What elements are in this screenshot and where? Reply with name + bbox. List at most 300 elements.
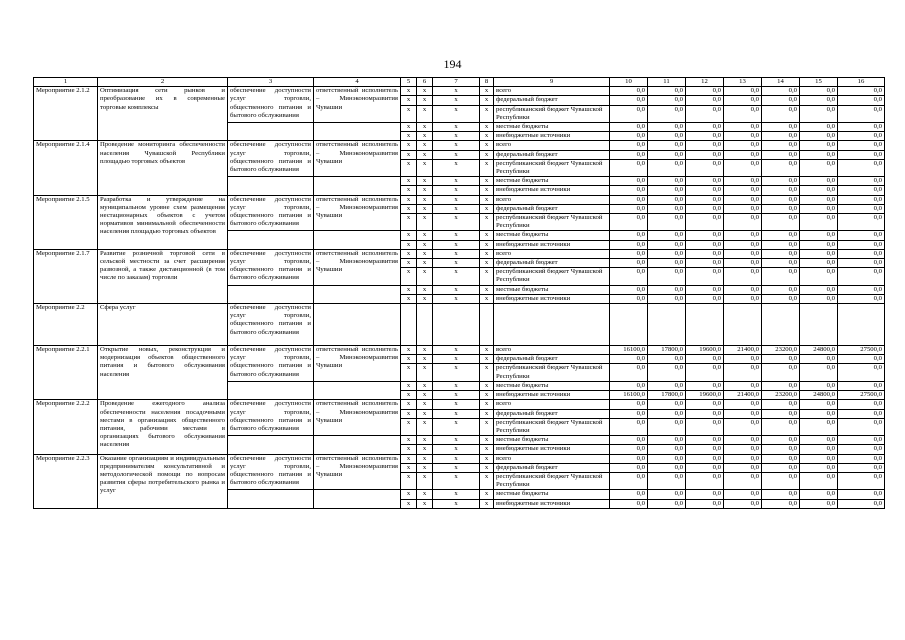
funding-value: 0,0: [610, 249, 648, 258]
funding-value: 0,0: [648, 123, 686, 132]
code-x-cell: x: [480, 391, 494, 400]
measure-responsible: ответственный исполнитель – Минэкономразвития Чувашии: [314, 346, 401, 382]
funding-value: 0,0: [762, 249, 800, 258]
funding-value: 0,0: [686, 204, 724, 213]
funding-value: 0,0: [724, 159, 762, 176]
funding-value: 21400,0: [724, 391, 762, 400]
funding-value: 0,0: [648, 436, 686, 445]
code-x-cell: x: [433, 150, 480, 159]
funding-value: 0,0: [800, 105, 838, 122]
code-x-cell: x: [401, 409, 417, 418]
funding-value: 0,0: [838, 231, 885, 240]
code-x-cell: x: [480, 499, 494, 508]
funding-value: 0,0: [686, 240, 724, 249]
funding-value: 16100,0: [610, 391, 648, 400]
funding-value: 0,0: [686, 499, 724, 508]
funding-value: 0,0: [686, 96, 724, 105]
code-x-cell: x: [417, 268, 433, 285]
code-x-cell: x: [480, 159, 494, 176]
column-header: 3: [228, 78, 314, 87]
empty-cell: [480, 304, 494, 346]
funding-value: 0,0: [648, 177, 686, 186]
code-x-cell: x: [401, 259, 417, 268]
empty-cell: [494, 304, 610, 346]
funding-value: 0,0: [762, 490, 800, 499]
table-row: [34, 195, 885, 204]
funding-value: 0,0: [762, 418, 800, 435]
code-x-cell: x: [417, 472, 433, 489]
code-x-cell: x: [417, 141, 433, 150]
funding-source: местные бюджеты: [494, 381, 610, 390]
measure-responsible: ответственный исполнитель – Минэкономразвития Чувашии: [314, 141, 401, 177]
funding-value: 0,0: [800, 400, 838, 409]
code-x-cell: x: [433, 391, 480, 400]
funding-value: 16100,0: [610, 346, 648, 355]
code-x-cell: x: [417, 259, 433, 268]
code-x-cell: x: [433, 240, 480, 249]
funding-value: 0,0: [800, 141, 838, 150]
measure-name: Проведение ежегодного анализа обеспеченности населения посадочными местами в организациях общественного питания, рабочими местами в организациях бытового обслуживания населения: [98, 400, 228, 454]
code-x-cell: x: [417, 249, 433, 258]
code-x-cell: x: [401, 499, 417, 508]
funding-value: 0,0: [800, 381, 838, 390]
funding-source: местные бюджеты: [494, 177, 610, 186]
funding-value: 0,0: [648, 150, 686, 159]
funding-value: 0,0: [686, 150, 724, 159]
code-x-cell: x: [433, 87, 480, 96]
code-x-cell: x: [401, 490, 417, 499]
column-header: 4: [314, 78, 401, 87]
code-x-cell: x: [401, 294, 417, 303]
funding-value: 0,0: [800, 294, 838, 303]
measure-goal: обеспечение доступности услуг торговли, общественного питания и бытового обслуживания: [228, 304, 314, 346]
funding-value: 0,0: [838, 294, 885, 303]
measure-id: Мероприятие 2.2: [34, 304, 98, 346]
code-x-cell: x: [480, 436, 494, 445]
funding-value: 0,0: [648, 463, 686, 472]
funding-value: 0,0: [838, 268, 885, 285]
funding-value: 0,0: [724, 400, 762, 409]
funding-value: 0,0: [610, 231, 648, 240]
funding-value: 0,0: [648, 240, 686, 249]
funding-value: 0,0: [800, 409, 838, 418]
funding-value: 0,0: [610, 490, 648, 499]
funding-source: всего: [494, 141, 610, 150]
code-x-cell: x: [433, 195, 480, 204]
code-x-cell: x: [480, 355, 494, 364]
funding-value: 0,0: [800, 463, 838, 472]
funding-value: 0,0: [648, 472, 686, 489]
empty-cell: [417, 304, 433, 346]
code-x-cell: x: [433, 132, 480, 141]
funding-value: 0,0: [686, 490, 724, 499]
funding-source: местные бюджеты: [494, 490, 610, 499]
code-x-cell: x: [480, 87, 494, 96]
funding-value: 0,0: [762, 454, 800, 463]
measure-goal: обеспечение доступности услуг торговли, общественного питания и бытового обслуживания: [228, 346, 314, 382]
funding-value: 0,0: [686, 159, 724, 176]
column-header: 8: [480, 78, 494, 87]
funding-source: местные бюджеты: [494, 123, 610, 132]
measure-id: Мероприятие 2.2.1: [34, 346, 98, 400]
column-header: 10: [610, 78, 648, 87]
funding-value: 0,0: [610, 141, 648, 150]
funding-value: 0,0: [724, 141, 762, 150]
funding-value: 0,0: [800, 186, 838, 195]
measure-id: Мероприятие 2.2.2: [34, 400, 98, 454]
code-x-cell: x: [480, 186, 494, 195]
funding-value: 0,0: [762, 231, 800, 240]
funding-value: 0,0: [762, 96, 800, 105]
code-x-cell: x: [417, 214, 433, 231]
funding-value: 0,0: [610, 150, 648, 159]
funding-value: 0,0: [838, 96, 885, 105]
funding-value: 0,0: [610, 472, 648, 489]
funding-value: 0,0: [610, 195, 648, 204]
funding-value: 0,0: [648, 364, 686, 381]
funding-source: федеральный бюджет: [494, 463, 610, 472]
code-x-cell: x: [480, 294, 494, 303]
funding-value: 0,0: [724, 87, 762, 96]
funding-value: 0,0: [686, 177, 724, 186]
funding-value: 0,0: [648, 499, 686, 508]
empty-cell: [648, 304, 686, 346]
funding-value: 0,0: [800, 204, 838, 213]
funding-value: 0,0: [648, 355, 686, 364]
code-x-cell: x: [433, 400, 480, 409]
column-number-row: [34, 78, 885, 87]
code-x-cell: x: [417, 499, 433, 508]
code-x-cell: x: [417, 105, 433, 122]
funding-value: 0,0: [762, 400, 800, 409]
funding-value: 0,0: [610, 409, 648, 418]
funding-value: 0,0: [762, 177, 800, 186]
measure-name: Открытие новых, реконструкция и модернизация объектов общественного питания и бытового обслуживания населения: [98, 346, 228, 400]
code-x-cell: x: [433, 204, 480, 213]
funding-source: всего: [494, 346, 610, 355]
funding-value: 0,0: [686, 445, 724, 454]
code-x-cell: x: [433, 214, 480, 231]
funding-value: 21400,0: [724, 346, 762, 355]
funding-value: 0,0: [800, 285, 838, 294]
funding-value: 0,0: [838, 259, 885, 268]
funding-value: 0,0: [724, 285, 762, 294]
funding-value: 0,0: [838, 454, 885, 463]
empty-cell: [724, 304, 762, 346]
funding-value: 0,0: [800, 214, 838, 231]
funding-value: 0,0: [724, 490, 762, 499]
funding-value: 0,0: [610, 132, 648, 141]
funding-value: 0,0: [800, 268, 838, 285]
funding-value: 0,0: [686, 268, 724, 285]
code-x-cell: x: [401, 240, 417, 249]
funding-value: 0,0: [686, 231, 724, 240]
funding-value: 0,0: [724, 268, 762, 285]
funding-value: 0,0: [610, 294, 648, 303]
code-x-cell: x: [433, 259, 480, 268]
code-x-cell: x: [480, 268, 494, 285]
funding-value: 0,0: [686, 436, 724, 445]
code-x-cell: x: [401, 186, 417, 195]
code-x-cell: x: [417, 364, 433, 381]
code-x-cell: x: [417, 436, 433, 445]
funding-value: 0,0: [648, 381, 686, 390]
funding-value: 0,0: [686, 364, 724, 381]
funding-value: 0,0: [724, 123, 762, 132]
funding-value: 0,0: [724, 499, 762, 508]
code-x-cell: x: [417, 240, 433, 249]
funding-value: 0,0: [838, 418, 885, 435]
code-x-cell: x: [417, 490, 433, 499]
code-x-cell: x: [480, 150, 494, 159]
funding-value: 0,0: [724, 195, 762, 204]
funding-value: 0,0: [800, 436, 838, 445]
funding-value: 0,0: [800, 445, 838, 454]
measure-name: Проведение мониторинга обеспеченности населения Чувашской Республики площадью торговых объектов: [98, 141, 228, 195]
code-x-cell: x: [433, 105, 480, 122]
funding-value: 0,0: [648, 259, 686, 268]
code-x-cell: x: [401, 391, 417, 400]
funding-value: 0,0: [800, 132, 838, 141]
code-x-cell: x: [433, 177, 480, 186]
code-x-cell: x: [417, 159, 433, 176]
code-x-cell: x: [480, 195, 494, 204]
funding-value: 0,0: [686, 472, 724, 489]
code-x-cell: x: [401, 268, 417, 285]
funding-value: 0,0: [800, 259, 838, 268]
funding-value: 0,0: [800, 249, 838, 258]
measure-goal: обеспечение доступности услуг торговли, общественного питания и бытового обслуживания: [228, 87, 314, 123]
code-x-cell: x: [433, 499, 480, 508]
empty-cell: [228, 177, 314, 195]
code-x-cell: x: [401, 285, 417, 294]
funding-source: республиканский бюджет Чувашской Республики: [494, 214, 610, 231]
code-x-cell: x: [433, 268, 480, 285]
funding-value: 19600,0: [686, 346, 724, 355]
measure-id: Мероприятие 2.1.4: [34, 141, 98, 195]
code-x-cell: x: [433, 472, 480, 489]
page-number: 194: [443, 57, 462, 71]
code-x-cell: x: [480, 96, 494, 105]
funding-value: 0,0: [648, 249, 686, 258]
funding-value: 0,0: [610, 214, 648, 231]
funding-value: 0,0: [610, 123, 648, 132]
funding-value: 0,0: [838, 364, 885, 381]
measure-goal: обеспечение доступности услуг торговли, общественного питания и бытового обслуживания: [228, 195, 314, 231]
funding-value: 0,0: [800, 355, 838, 364]
funding-source: внебюджетные источники: [494, 294, 610, 303]
code-x-cell: x: [417, 445, 433, 454]
funding-value: 0,0: [724, 355, 762, 364]
measure-name: Сфера услуг: [98, 304, 228, 346]
funding-value: 0,0: [610, 240, 648, 249]
code-x-cell: x: [401, 355, 417, 364]
code-x-cell: x: [480, 381, 494, 390]
funding-value: 0,0: [762, 472, 800, 489]
funding-value: 0,0: [610, 159, 648, 176]
funding-value: 0,0: [648, 285, 686, 294]
funding-value: 0,0: [686, 105, 724, 122]
funding-value: 0,0: [648, 418, 686, 435]
funding-value: 0,0: [762, 186, 800, 195]
empty-cell: [314, 436, 401, 454]
funding-value: 0,0: [762, 285, 800, 294]
funding-source: всего: [494, 249, 610, 258]
measure-name: Оказание организациям и индивидуальным предпринимателям консультативной и методологической помощи по вопросам развития сферы потребительского рынка и услуг: [98, 454, 228, 508]
funding-value: 0,0: [762, 87, 800, 96]
code-x-cell: x: [401, 364, 417, 381]
code-x-cell: x: [480, 409, 494, 418]
funding-value: 0,0: [686, 259, 724, 268]
measure-id: Мероприятие 2.1.2: [34, 87, 98, 141]
code-x-cell: x: [417, 96, 433, 105]
funding-value: 0,0: [724, 409, 762, 418]
funding-value: 0,0: [686, 123, 724, 132]
funding-value: 0,0: [724, 472, 762, 489]
funding-value: 0,0: [762, 240, 800, 249]
funding-value: 0,0: [800, 123, 838, 132]
code-x-cell: x: [401, 454, 417, 463]
code-x-cell: x: [433, 445, 480, 454]
funding-value: 17800,0: [648, 391, 686, 400]
funding-value: 0,0: [838, 105, 885, 122]
code-x-cell: x: [417, 381, 433, 390]
code-x-cell: x: [417, 285, 433, 294]
empty-cell: [762, 304, 800, 346]
code-x-cell: x: [433, 454, 480, 463]
code-x-cell: x: [417, 355, 433, 364]
column-header: 2: [98, 78, 228, 87]
funding-source: внебюджетные источники: [494, 445, 610, 454]
funding-value: 0,0: [610, 186, 648, 195]
funding-value: 0,0: [800, 499, 838, 508]
funding-source: внебюджетные источники: [494, 391, 610, 400]
funding-value: 0,0: [724, 445, 762, 454]
funding-value: 0,0: [610, 445, 648, 454]
funding-value: 0,0: [838, 381, 885, 390]
funding-value: 0,0: [800, 418, 838, 435]
funding-value: 27500,0: [838, 391, 885, 400]
funding-source: всего: [494, 87, 610, 96]
funding-value: 0,0: [686, 214, 724, 231]
funding-value: 24800,0: [800, 391, 838, 400]
measure-id: Мероприятие 2.1.5: [34, 195, 98, 249]
funding-value: 0,0: [838, 204, 885, 213]
funding-value: 0,0: [610, 364, 648, 381]
funding-value: 0,0: [610, 463, 648, 472]
funding-source: федеральный бюджет: [494, 355, 610, 364]
funding-value: 0,0: [800, 96, 838, 105]
code-x-cell: x: [401, 381, 417, 390]
measure-responsible: ответственный исполнитель – Минэкономразвития Чувашии: [314, 454, 401, 490]
funding-value: 0,0: [686, 418, 724, 435]
funding-value: 0,0: [800, 195, 838, 204]
empty-cell: [228, 490, 314, 508]
funding-value: 0,0: [762, 105, 800, 122]
funding-value: 0,0: [838, 195, 885, 204]
column-header: 11: [648, 78, 686, 87]
column-header: 16: [838, 78, 885, 87]
code-x-cell: x: [480, 132, 494, 141]
funding-value: 0,0: [838, 445, 885, 454]
code-x-cell: x: [433, 346, 480, 355]
table-row: [34, 346, 885, 355]
measure-name: Развитие розничной торговой сети в сельской местности за счет расширения развозной, а также дистанционной (в том числе по заказам) торговли: [98, 249, 228, 303]
funding-value: 0,0: [648, 268, 686, 285]
funding-value: 0,0: [610, 259, 648, 268]
funding-value: 0,0: [838, 141, 885, 150]
funding-value: 0,0: [724, 454, 762, 463]
funding-value: 0,0: [838, 490, 885, 499]
measure-goal: обеспечение доступности услуг торговли, общественного питания и бытового обслуживания: [228, 400, 314, 436]
funding-value: 0,0: [800, 364, 838, 381]
funding-value: 0,0: [724, 364, 762, 381]
code-x-cell: x: [417, 195, 433, 204]
code-x-cell: x: [433, 364, 480, 381]
funding-value: 0,0: [686, 87, 724, 96]
code-x-cell: x: [401, 96, 417, 105]
funding-value: 0,0: [648, 204, 686, 213]
code-x-cell: x: [480, 285, 494, 294]
funding-value: 0,0: [610, 400, 648, 409]
code-x-cell: x: [401, 123, 417, 132]
funding-value: 0,0: [724, 150, 762, 159]
funding-value: 0,0: [610, 355, 648, 364]
code-x-cell: x: [480, 240, 494, 249]
funding-value: 0,0: [762, 294, 800, 303]
funding-value: 0,0: [838, 409, 885, 418]
funding-source: всего: [494, 454, 610, 463]
empty-cell: [800, 304, 838, 346]
code-x-cell: x: [417, 204, 433, 213]
funding-value: 17800,0: [648, 346, 686, 355]
funding-value: 0,0: [686, 195, 724, 204]
code-x-cell: x: [417, 346, 433, 355]
measure-responsible: ответственный исполнитель – Минэкономразвития Чувашии: [314, 87, 401, 123]
code-x-cell: x: [401, 177, 417, 186]
funding-value: 0,0: [800, 240, 838, 249]
empty-cell: [314, 490, 401, 508]
funding-source: федеральный бюджет: [494, 259, 610, 268]
table-row: [34, 87, 885, 96]
funding-value: 0,0: [686, 249, 724, 258]
code-x-cell: x: [480, 259, 494, 268]
funding-value: 0,0: [648, 159, 686, 176]
funding-value: 0,0: [762, 268, 800, 285]
funding-value: 0,0: [610, 204, 648, 213]
funding-value: 0,0: [686, 400, 724, 409]
funding-value: 0,0: [762, 436, 800, 445]
code-x-cell: x: [433, 96, 480, 105]
funding-value: 0,0: [686, 463, 724, 472]
funding-value: 0,0: [686, 141, 724, 150]
funding-value: 0,0: [610, 105, 648, 122]
code-x-cell: x: [401, 87, 417, 96]
code-x-cell: x: [480, 204, 494, 213]
code-x-cell: x: [433, 285, 480, 294]
code-x-cell: x: [433, 490, 480, 499]
code-x-cell: x: [433, 418, 480, 435]
funding-value: 0,0: [686, 409, 724, 418]
code-x-cell: x: [401, 436, 417, 445]
funding-source: республиканский бюджет Чувашской Республики: [494, 268, 610, 285]
column-header: 12: [686, 78, 724, 87]
funding-value: 0,0: [648, 490, 686, 499]
measure-responsible: ответственный исполнитель – Минэкономразвития Чувашии: [314, 249, 401, 285]
funding-source: внебюджетные источники: [494, 499, 610, 508]
funding-value: 0,0: [686, 381, 724, 390]
measure-goal: обеспечение доступности услуг торговли, общественного питания и бытового обслуживания: [228, 141, 314, 177]
